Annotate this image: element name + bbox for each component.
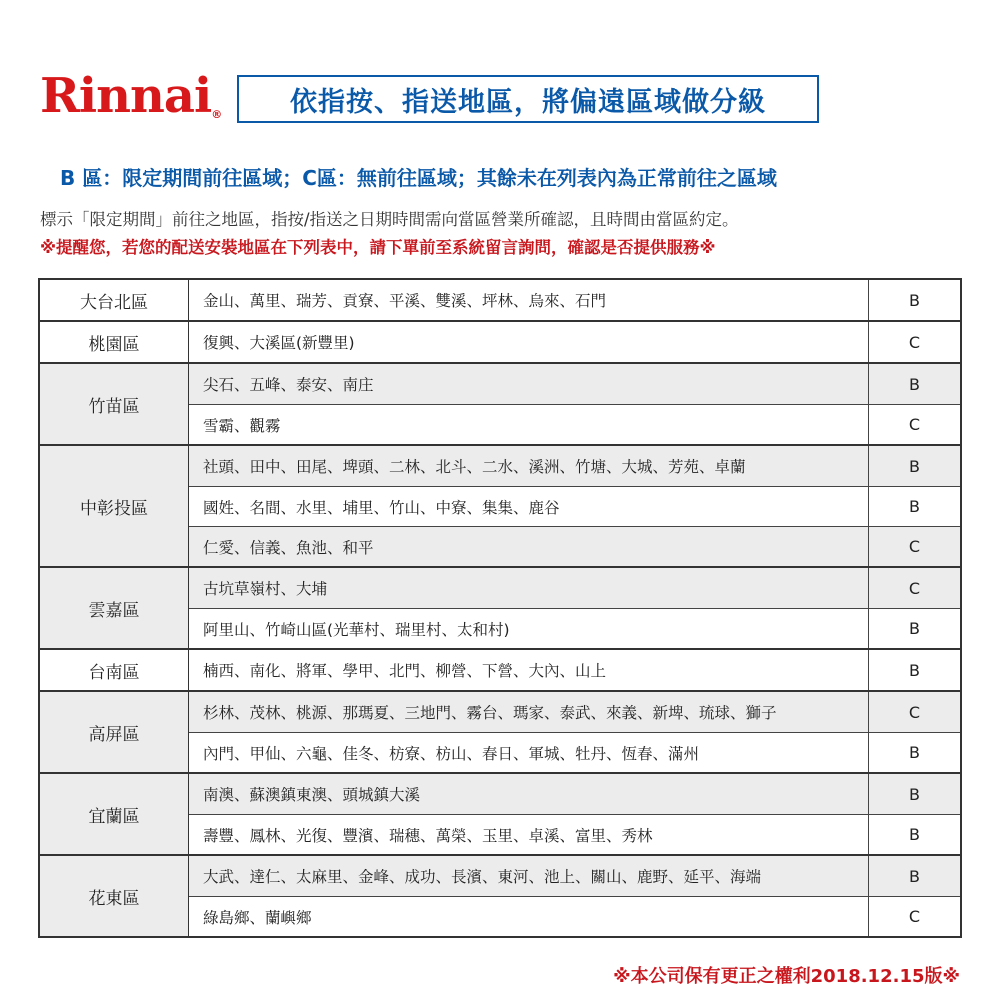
table-row [189, 486, 960, 526]
service-reminder: ※提醒您，若您的配送安裝地區在下列表中，請下單前至系統留言詢問，確認是否提供服務※ [40, 238, 716, 257]
region-group [40, 362, 960, 444]
region-group [40, 280, 960, 320]
areas-cell: 古坑草嶺村、大埔 [189, 568, 869, 608]
table-row [189, 608, 960, 648]
areas-cell: 雪霸、觀霧 [189, 405, 869, 444]
table-row [189, 732, 960, 772]
registered-mark: ® [211, 108, 223, 121]
zone-grade-cell: B [909, 743, 920, 762]
table-row [189, 896, 960, 936]
zone-grade-cell: B [909, 660, 920, 680]
region-group [40, 444, 960, 566]
zone-grade-cell: C [908, 415, 921, 434]
areas-cell: 綠島鄉、蘭嶼鄉 [189, 897, 869, 936]
areas-cell: 南澳、蘇澳鎮東澳、頭城鎮大溪 [189, 774, 869, 814]
region-name-cell: 竹苗區 [40, 364, 189, 444]
areas-cell: 楠西、南化、將軍、學甲、北門、柳營、下營、大內、山上 [189, 650, 869, 690]
table-row [189, 650, 960, 690]
limited-period-note: 標示「限定期間」前往之地區，指按/指送之日期時間需向當區營業所確認，且時間由當區約定。 [40, 210, 739, 229]
zone-grade-cell: B [909, 456, 920, 476]
areas-cell: 大武、達仁、太麻里、金峰、成功、長濱、東河、池上、關山、鹿野、延平、海端 [189, 856, 869, 896]
areas-cell: 仁愛、信義、魚池、和平 [189, 527, 869, 566]
region-group [40, 854, 960, 936]
table-row [189, 774, 960, 814]
region-group [40, 690, 960, 772]
region-group [40, 648, 960, 690]
zone-grade-cell: B [909, 374, 920, 394]
table-row [189, 526, 960, 566]
page-title: 依指按、指送地區，將偏遠區域做分級 [237, 75, 819, 123]
table-row [189, 404, 960, 444]
table-row [189, 856, 960, 896]
zone-grade-cell: B [909, 619, 920, 638]
region-group [40, 772, 960, 854]
zone-grade-cell: C [908, 332, 921, 352]
region-name-cell: 桃園區 [40, 322, 189, 362]
areas-cell: 阿里山、竹崎山區(光華村、瑞里村、太和村) [189, 609, 869, 648]
table-row [189, 692, 960, 732]
areas-cell: 內門、甲仙、六龜、佳冬、枋寮、枋山、春日、軍城、牡丹、恆春、滿州 [189, 733, 869, 772]
zone-grade-cell: C [908, 537, 921, 556]
remote-area-table [38, 278, 962, 938]
zone-grade-cell: C [908, 907, 921, 926]
table-row [189, 322, 960, 362]
areas-cell: 杉林、茂林、桃源、那瑪夏、三地門、霧台、瑪家、泰武、來義、新埤、琉球、獅子 [189, 692, 869, 732]
table-row [189, 280, 960, 320]
region-name-cell: 花東區 [40, 856, 189, 936]
region-name-cell: 台南區 [40, 650, 189, 690]
table-row [189, 814, 960, 854]
zone-grade-cell: B [909, 866, 920, 886]
zone-legend: B 區：限定期間前往區域；C區：無前往區域；其餘未在列表內為正常前往之區域 [60, 166, 777, 190]
areas-cell: 金山、萬里、瑞芳、貢寮、平溪、雙溪、坪林、烏來、石門 [189, 280, 869, 320]
zone-grade-cell: C [908, 578, 921, 598]
region-name-cell: 雲嘉區 [40, 568, 189, 648]
zone-grade-cell: B [909, 497, 920, 516]
table-row [189, 446, 960, 486]
areas-cell: 尖石、五峰、泰安、南庄 [189, 364, 869, 404]
region-name-cell: 宜蘭區 [40, 774, 189, 854]
zone-grade-cell: B [909, 290, 920, 310]
zone-grade-cell: B [909, 784, 920, 804]
region-name-cell: 大台北區 [40, 280, 189, 320]
areas-cell: 社頭、田中、田尾、埤頭、二林、北斗、二水、溪洲、竹塘、大城、芳苑、卓蘭 [189, 446, 869, 486]
zone-grade-cell: B [909, 825, 920, 844]
areas-cell: 國姓、名間、水里、埔里、竹山、中寮、集集、鹿谷 [189, 487, 869, 526]
table-row [189, 364, 960, 404]
region-group [40, 566, 960, 648]
region-group [40, 320, 960, 362]
zone-grade-cell: C [908, 702, 921, 722]
table-row [189, 568, 960, 608]
rinnai-logo: Rinnai® [40, 68, 223, 124]
areas-cell: 壽豐、鳳林、光復、豐濱、瑞穗、萬榮、玉里、卓溪、富里、秀林 [189, 815, 869, 854]
copyright-footer: ※本公司保有更正之權利2018.12.15版※ [613, 966, 960, 987]
areas-cell: 復興、大溪區(新豐里) [189, 322, 869, 362]
region-name-cell: 中彰投區 [40, 446, 189, 566]
region-name-cell: 高屏區 [40, 692, 189, 772]
